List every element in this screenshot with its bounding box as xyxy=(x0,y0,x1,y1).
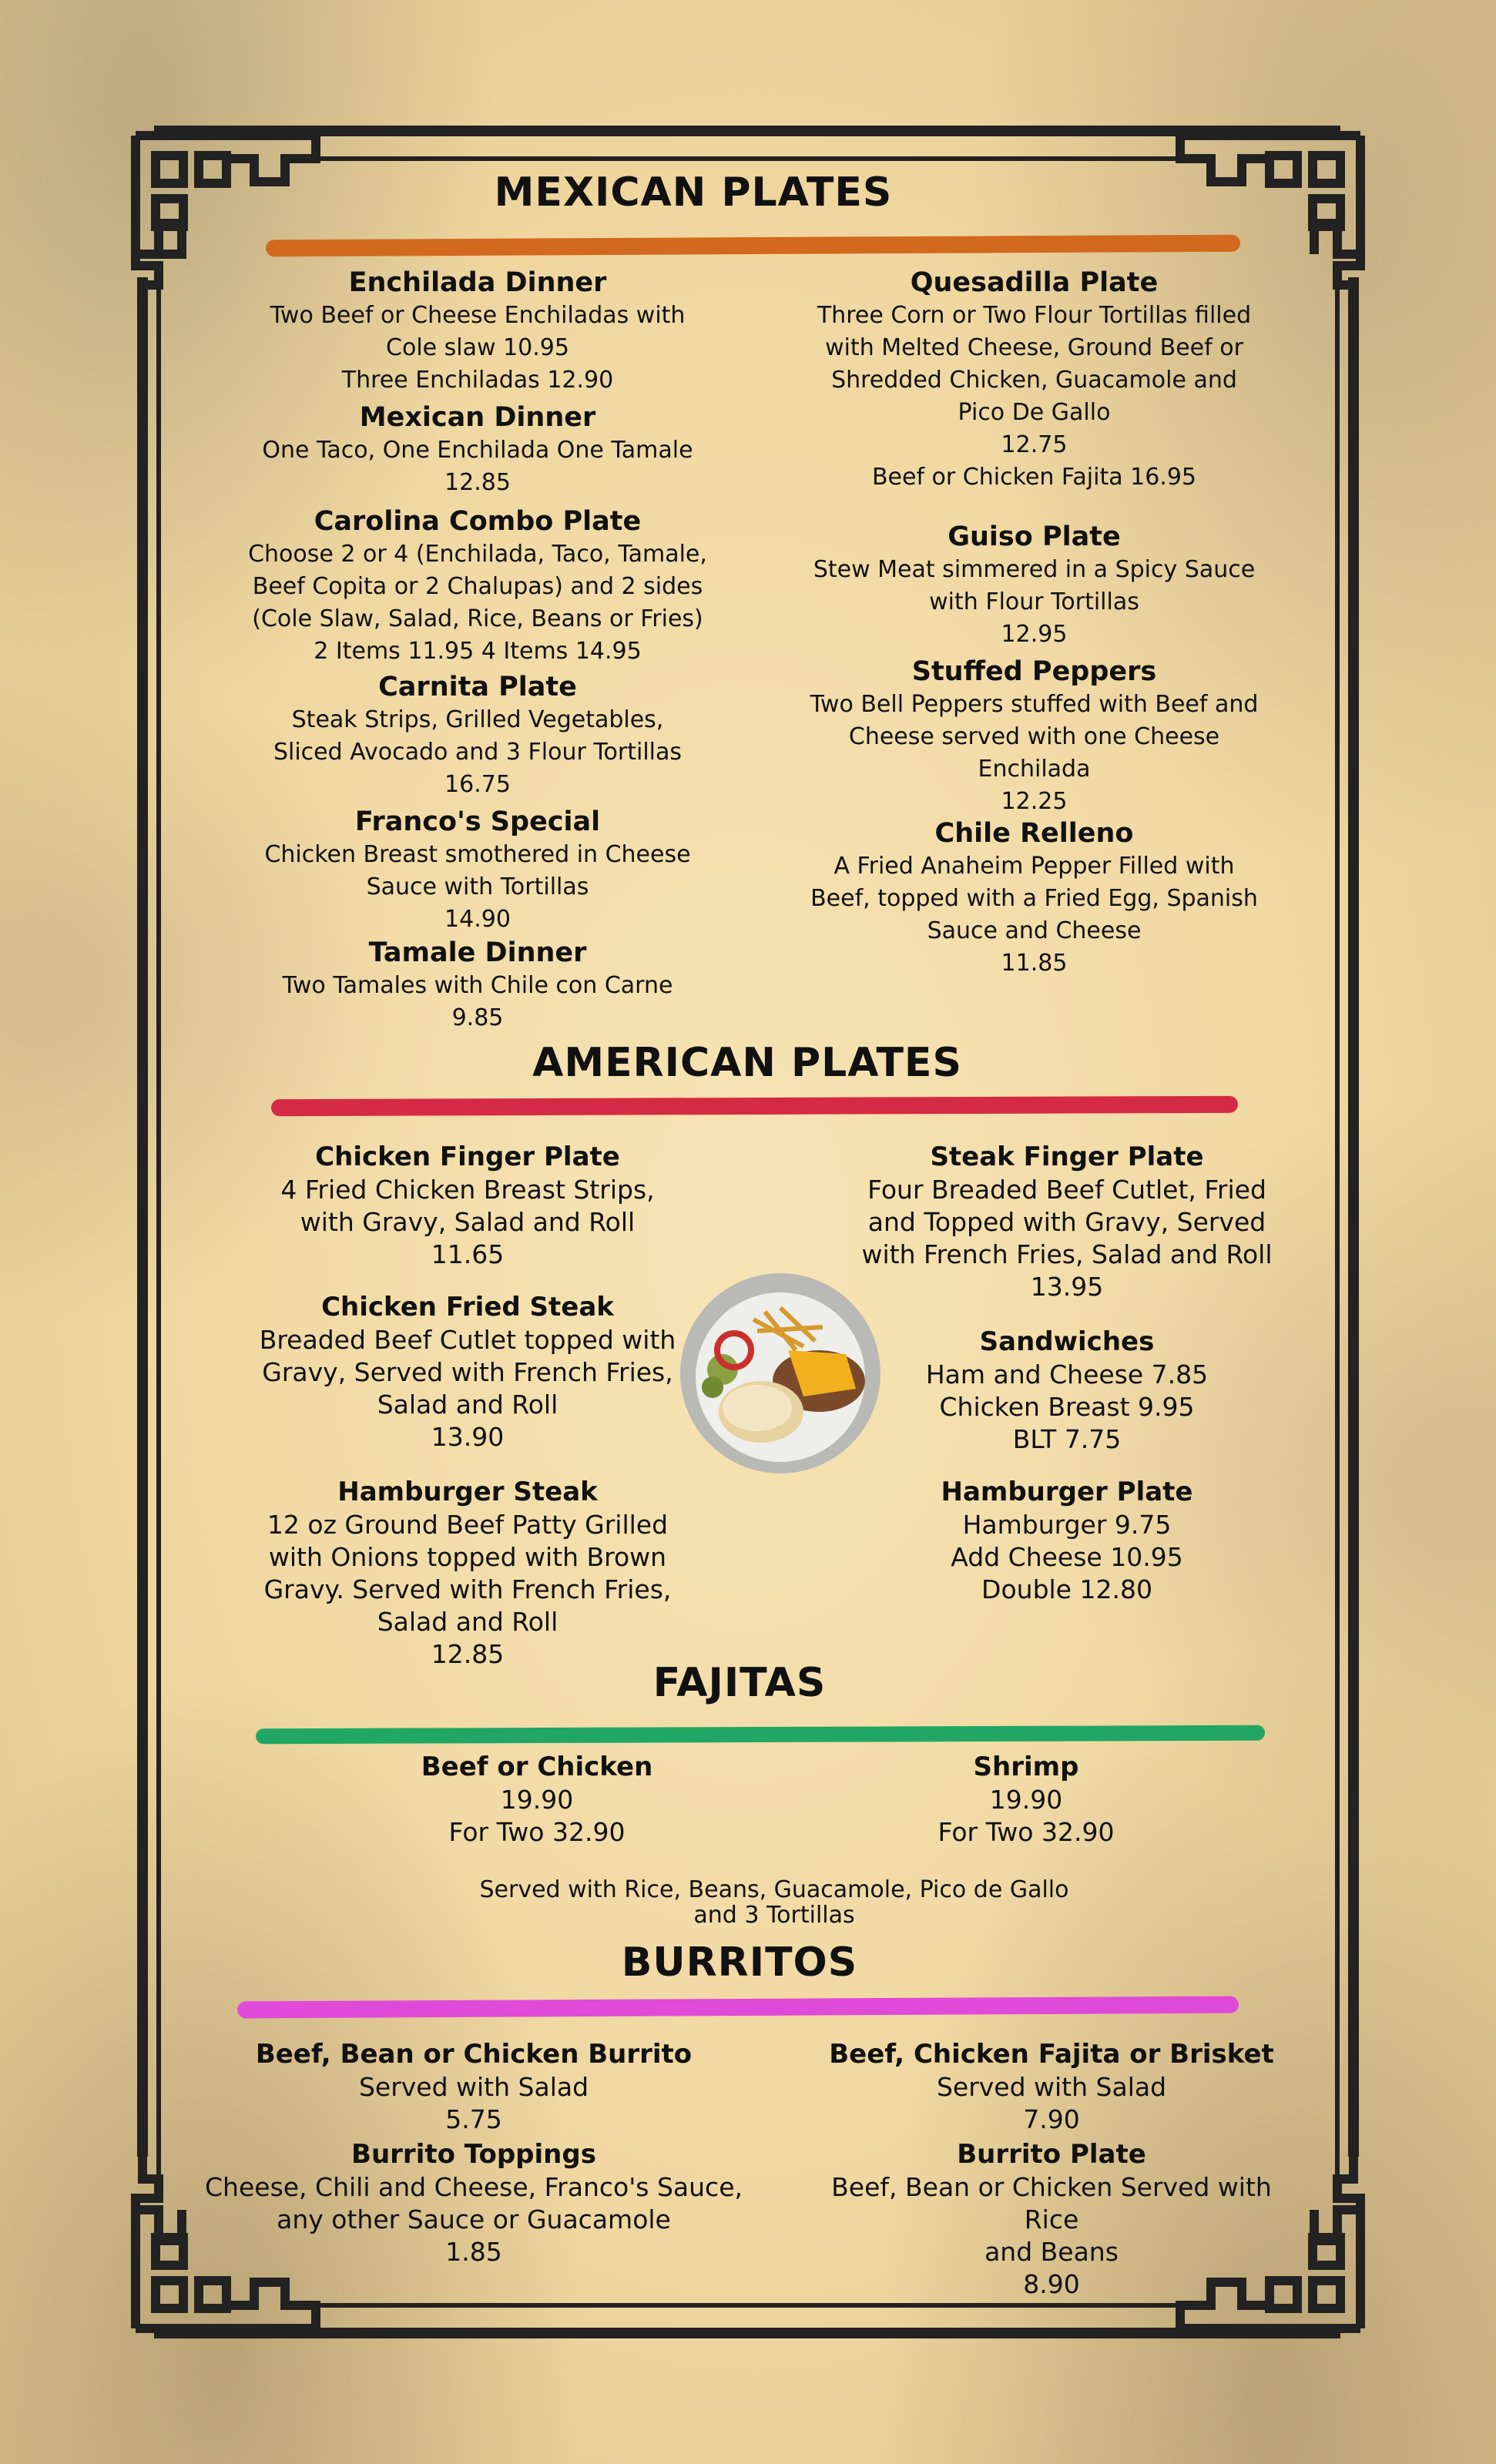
menu-item-title: Burrito Toppings xyxy=(351,2139,596,2170)
section-title-fajitas: FAJITAS xyxy=(652,1660,827,1706)
menu-item-enchilada-dinner xyxy=(231,266,724,397)
menu-item-title: Sandwiches xyxy=(979,1326,1155,1357)
menu-item-line: Sauce and Cheese xyxy=(927,917,1142,944)
section-underline-american xyxy=(271,1096,1238,1116)
menu-item-title: Mexican Dinner xyxy=(359,402,596,433)
menu-item-stuffed-peppers xyxy=(793,655,1275,818)
menu-item-line: BLT 7.75 xyxy=(1012,1424,1122,1454)
menu-item-carnita-plate xyxy=(231,670,724,801)
menu-item-line: Salad and Roll xyxy=(377,1390,558,1420)
menu-item-title: Beef, Bean or Chicken Burrito xyxy=(255,2039,693,2070)
menu-item-title: Beef or Chicken xyxy=(421,1752,653,1782)
menu-item-line: Beef, topped with a Fried Egg, Spanish xyxy=(810,885,1258,912)
menu-item-line: with Flour Tortillas xyxy=(929,588,1139,615)
menu-item-line: Stew Meat simmered in a Spicy Sauce xyxy=(813,556,1256,583)
menu-item-line: Sliced Avocado and 3 Flour Tortillas xyxy=(273,739,683,766)
menu-item-line: any other Sauce or Guacamole xyxy=(277,2204,671,2234)
menu-item-title: Guiso Plate xyxy=(948,521,1121,552)
menu-item-line: 12.95 xyxy=(1001,621,1068,648)
menu-item-line: Beef or Chicken Fajita 16.95 xyxy=(871,464,1197,491)
menu-item-hamburger-steak xyxy=(252,1475,683,1671)
menu-item-line: Beef, Bean or Chicken Served with Rice xyxy=(831,2172,1272,2234)
menu-item-guiso-plate xyxy=(793,520,1275,651)
menu-item-line: Chicken Breast 9.95 xyxy=(939,1392,1195,1422)
menu-item-title: Steak Finger Plate xyxy=(930,1141,1204,1172)
menu-item-line: 4 Fried Chicken Breast Strips, xyxy=(280,1175,655,1205)
menu-item-line: 19.90 xyxy=(500,1785,574,1815)
fajitas-note-line: and 3 Tortillas xyxy=(693,1902,855,1929)
menu-item-line: 16.75 xyxy=(444,771,511,798)
menu-item-sandwiches xyxy=(847,1325,1286,1456)
menu-item-title: Tamale Dinner xyxy=(368,937,587,968)
section-title-american: AMERICAN PLATES xyxy=(532,1040,962,1086)
menu-item-mexican-dinner xyxy=(231,401,724,499)
fajitas-note-line: Served with Rice, Beans, Guacamole, Pico de Gallo xyxy=(479,1876,1069,1903)
menu-item-carolina-combo-plate xyxy=(231,505,724,668)
menu-item-line: Salad and Roll xyxy=(377,1607,558,1637)
menu-item-line: Gravy, Served with French Fries, xyxy=(262,1357,673,1387)
menu-item-line: Cheese, Chili and Cheese, Franco's Sauce, xyxy=(205,2172,743,2202)
menu-item-line: (Cole Slaw, Salad, Rice, Beans or Fries) xyxy=(252,605,703,632)
menu-item-line: Served with Salad xyxy=(936,2072,1167,2102)
menu-item-title: Chile Relleno xyxy=(934,818,1134,849)
menu-item-line: 12.25 xyxy=(1001,788,1068,815)
menu-item-line: Steak Strips, Grilled Vegetables, xyxy=(291,706,664,733)
menu-item-line: 19.90 xyxy=(989,1785,1063,1815)
menu-item-line: Enchilada xyxy=(978,756,1091,783)
menu-item-franco-s-special xyxy=(231,805,724,936)
menu-item-title: Burrito Plate xyxy=(957,2139,1146,2170)
menu-item-title: Carnita Plate xyxy=(378,672,577,702)
menu-item-burrito-plate xyxy=(801,2137,1302,2301)
menu-item-line: For Two 32.90 xyxy=(448,1817,626,1847)
menu-item-line: and Topped with Gravy, Served xyxy=(867,1207,1266,1237)
menu-item-line: 2 Items 11.95 4 Items 14.95 xyxy=(314,638,642,665)
menu-item-line: with Onions topped with Brown xyxy=(268,1542,667,1572)
menu-item-line: 11.85 xyxy=(1001,950,1068,977)
menu-item-line: Three Corn or Two Flour Tortillas filled xyxy=(817,302,1252,329)
menu-item-beef-chicken-fajita-or-brisket xyxy=(801,2037,1302,2136)
section-title-mexican: MEXICAN PLATES xyxy=(494,169,893,216)
menu-item-line: with Melted Cheese, Ground Beef or xyxy=(825,334,1243,361)
menu-item-title: Beef, Chicken Fajita or Brisket xyxy=(829,2039,1274,2070)
menu-item-quesadilla-plate xyxy=(793,266,1275,494)
menu-item-line: Served with Salad xyxy=(358,2072,589,2102)
menu-item-line: Cole slaw 10.95 xyxy=(386,334,569,361)
menu-item-line: Beef Copita or 2 Chalupas) and 2 sides xyxy=(252,573,703,600)
menu-item-chicken-fried-steak xyxy=(252,1290,683,1453)
menu-item-chile-relleno xyxy=(793,816,1275,980)
menu-item-line: Chicken Breast smothered in Cheese xyxy=(264,841,691,868)
menu-item-steak-finger-plate xyxy=(847,1140,1286,1303)
menu-item-line: Double 12.80 xyxy=(981,1574,1152,1604)
menu-item-line: Choose 2 or 4 (Enchilada, Taco, Tamale, xyxy=(248,541,707,568)
menu-item-line: and Beans xyxy=(984,2237,1119,2267)
menu-item-line: 11.65 xyxy=(431,1239,505,1269)
menu-item-line: 12.85 xyxy=(444,469,511,496)
section-title-burritos: BURRITOS xyxy=(621,1939,858,1986)
menu-item-line: 5.75 xyxy=(445,2104,502,2134)
menu-item-hamburger-plate xyxy=(847,1475,1286,1606)
menu-item-title: Chicken Finger Plate xyxy=(315,1141,620,1172)
menu-item-line: Shredded Chicken, Guacamole and xyxy=(831,367,1237,394)
menu-item-line: Sauce with Tortillas xyxy=(366,873,589,900)
menu-item-line: 9.85 xyxy=(451,1004,504,1031)
menu-item-line: Two Beef or Cheese Enchiladas with xyxy=(270,302,686,329)
menu-item-chicken-finger-plate xyxy=(252,1140,683,1271)
menu-item-line: Three Enchiladas 12.90 xyxy=(341,367,614,394)
menu-item-line: Two Tamales with Chile con Carne xyxy=(282,972,673,999)
menu-item-title: Franco's Special xyxy=(354,806,601,837)
menu-item-line: 12.75 xyxy=(1001,431,1068,458)
menu-item-title: Shrimp xyxy=(973,1752,1079,1782)
menu-item-shrimp xyxy=(826,1750,1226,1849)
menu-item-line: 1.85 xyxy=(445,2237,502,2267)
menu-item-line: Four Breaded Beef Cutlet, Fried xyxy=(867,1175,1266,1205)
menu-item-line: 12 oz Ground Beef Patty Grilled xyxy=(267,1510,669,1540)
menu-item-line: with Gravy, Salad and Roll xyxy=(300,1207,636,1237)
menu-item-title: Stuffed Peppers xyxy=(911,656,1157,687)
menu-item-title: Hamburger Steak xyxy=(337,1477,598,1507)
menu-item-title: Chicken Fried Steak xyxy=(321,1292,614,1323)
menu-item-line: 13.95 xyxy=(1030,1272,1104,1302)
menu-item-line: 14.90 xyxy=(444,906,511,933)
menu-item-line: Ham and Cheese 7.85 xyxy=(925,1359,1209,1390)
menu-item-line: One Taco, One Enchilada One Tamale xyxy=(262,437,693,464)
menu-item-title: Quesadilla Plate xyxy=(910,267,1159,298)
menu-item-beef-bean-or-chicken-burrito xyxy=(204,2037,743,2136)
menu-item-line: Two Bell Peppers stuffed with Beef and xyxy=(810,691,1259,718)
menu-item-line: 12.85 xyxy=(431,1639,505,1669)
menu-item-line: with French Fries, Salad and Roll xyxy=(861,1239,1273,1269)
menu-item-line: 7.90 xyxy=(1023,2104,1080,2134)
menu-item-line: Hamburger 9.75 xyxy=(962,1510,1172,1540)
menu-item-title: Hamburger Plate xyxy=(941,1477,1193,1507)
menu-item-burrito-toppings xyxy=(204,2137,743,2268)
menu-item-line: Pico De Gallo xyxy=(958,399,1111,426)
menu-item-line: Add Cheese 10.95 xyxy=(951,1542,1183,1572)
menu-item-tamale-dinner xyxy=(231,936,724,1034)
menu-item-line: Cheese served with one Cheese xyxy=(848,723,1220,750)
menu-item-line: For Two 32.90 xyxy=(938,1817,1115,1847)
menu-item-title: Carolina Combo Plate xyxy=(314,506,642,537)
menu-item-line: 13.90 xyxy=(431,1422,505,1452)
menu-item-line: 8.90 xyxy=(1023,2269,1080,2299)
menu-item-line: A Fried Anaheim Pepper Filled with xyxy=(834,853,1235,880)
fajitas-note xyxy=(431,1877,1117,1928)
menu-item-beef-or-chicken xyxy=(337,1750,737,1849)
menu-item-line: Breaded Beef Cutlet topped with xyxy=(259,1325,676,1355)
menu-item-line: Gravy. Served with French Fries, xyxy=(263,1574,672,1604)
menu-item-title: Enchilada Dinner xyxy=(348,267,607,298)
